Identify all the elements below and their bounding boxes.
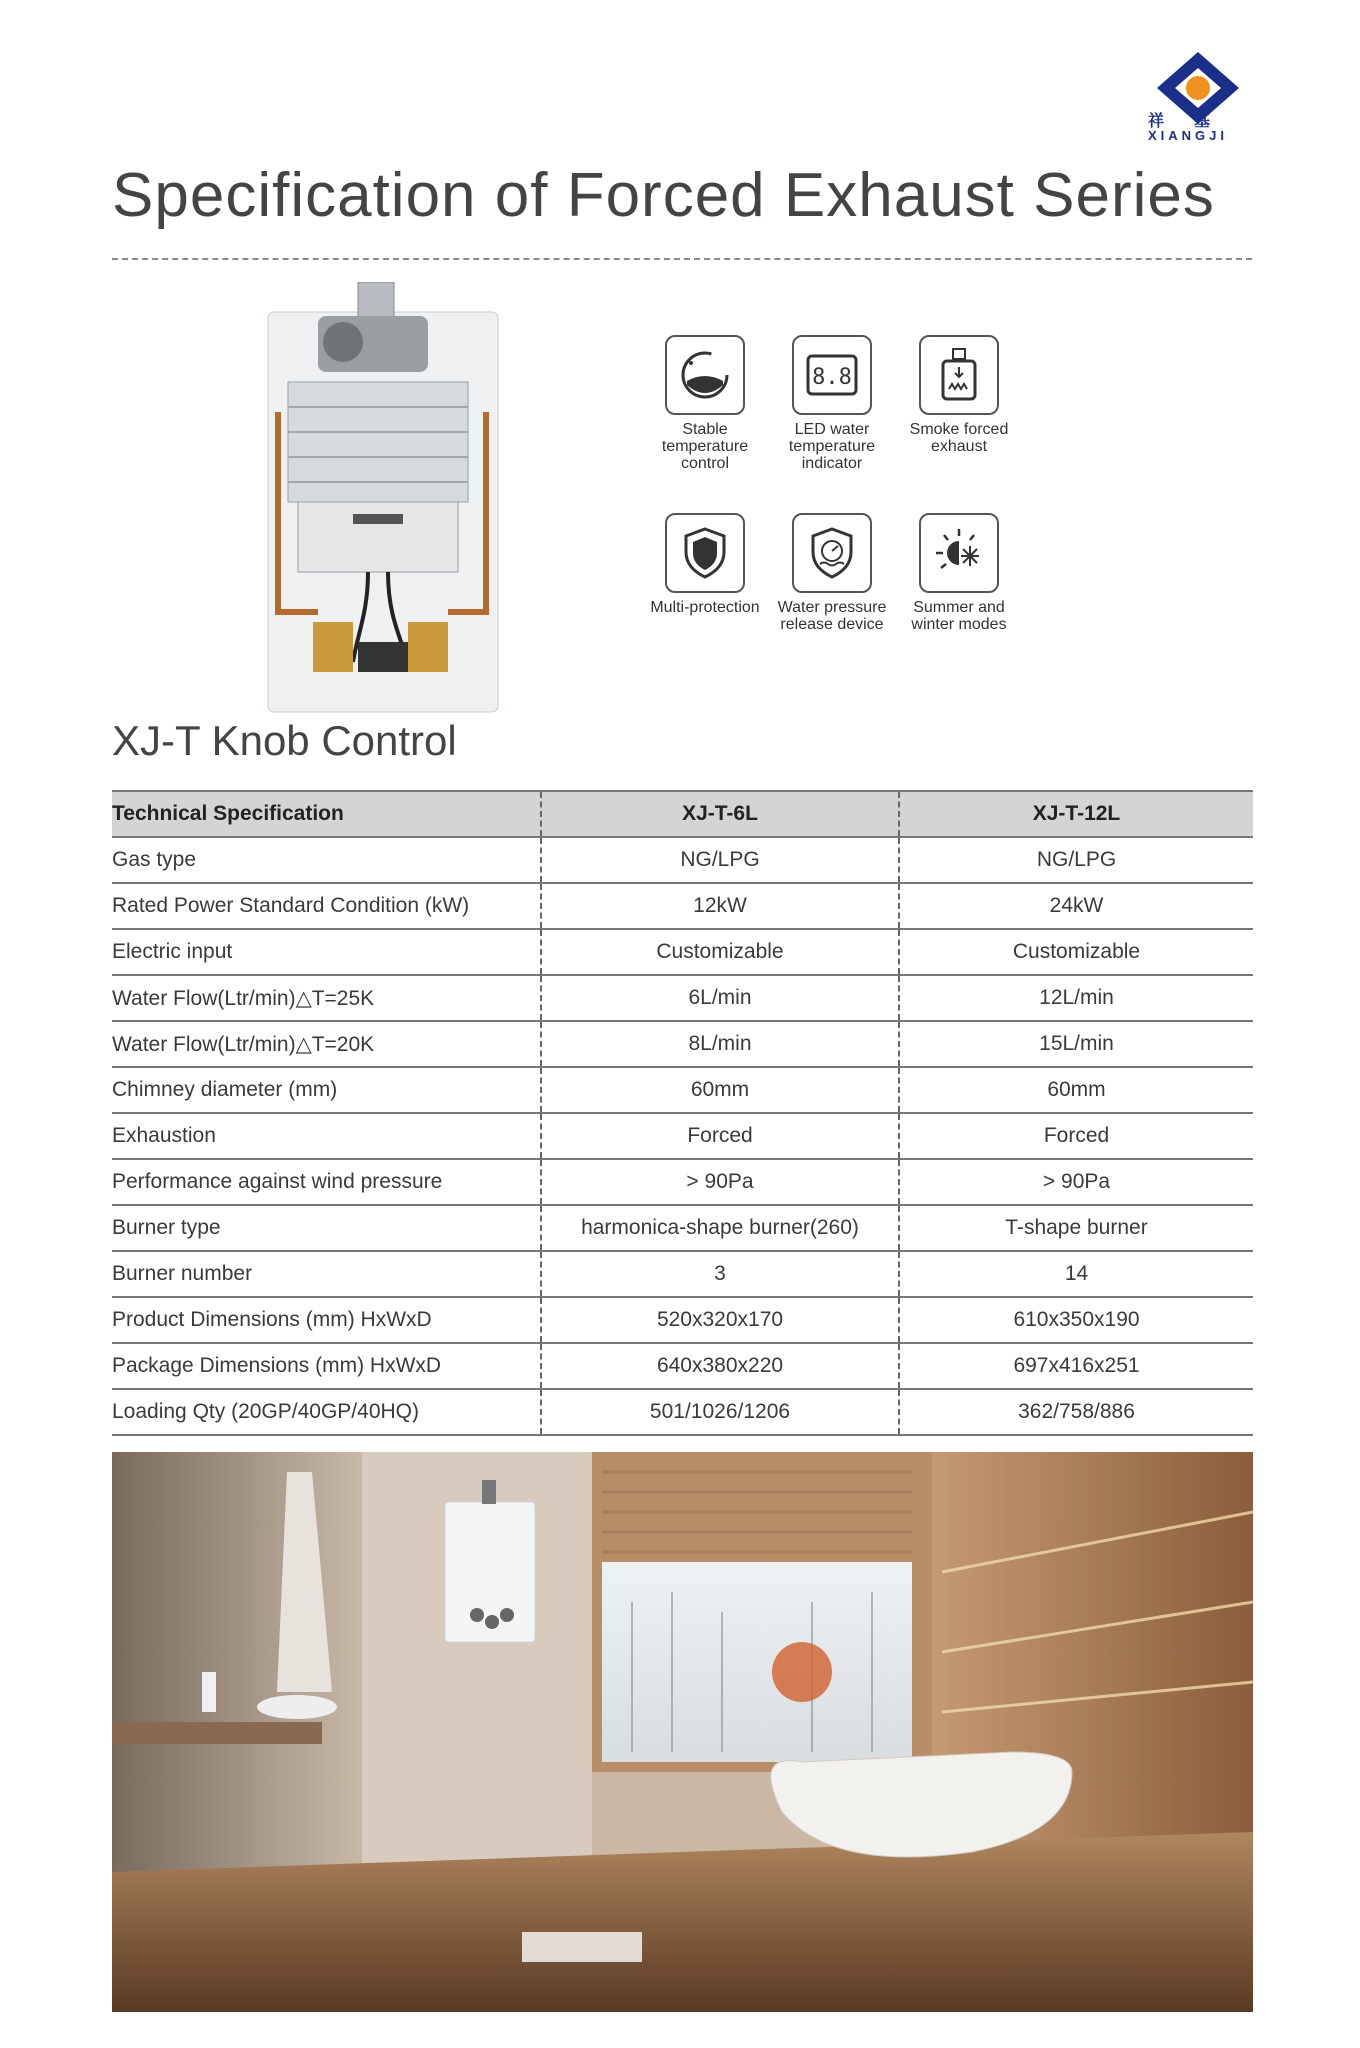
led-display-icon [792,335,872,415]
header-model-6l: XJ-T-6L [541,791,899,837]
table-row [112,1389,1253,1435]
table-row [112,1297,1253,1343]
table-row [112,1113,1253,1159]
spec-label: Water Flow(Ltr/min)△T=25K [112,975,541,1021]
svg-text:8.8: 8.8 [812,365,852,390]
feature-item [894,513,1024,633]
feature-label: Smoke forced exhaust [909,421,1009,455]
header-technical-specification: Technical Specification [112,791,541,837]
table-row [112,975,1253,1021]
feature-label: Water pressure release device [777,599,887,633]
table-row [112,929,1253,975]
header-model-12l: XJ-T-12L [899,791,1253,837]
spec-value-6l: 6L/min [541,975,899,1021]
spec-value-6l: Forced [541,1113,899,1159]
spec-value-6l: 60mm [541,1067,899,1113]
shield-icon [665,513,745,593]
spec-value-12l: Customizable [899,929,1253,975]
feature-item [767,335,897,472]
section-title: XJ-T Knob Control [112,717,457,764]
spec-value-12l: 697x416x251 [899,1343,1253,1389]
table-row [112,1343,1253,1389]
spec-table [112,790,1253,1436]
spec-value-12l: > 90Pa [899,1159,1253,1205]
spec-value-12l: 610x350x190 [899,1297,1253,1343]
table-row [112,1021,1253,1067]
pressure-gauge-icon [792,513,872,593]
spec-value-12l: Forced [899,1113,1253,1159]
table-row [112,1205,1253,1251]
table-row [112,883,1253,929]
spec-value-6l: harmonica-shape burner(260) [541,1205,899,1251]
spec-value-6l: 501/1026/1206 [541,1389,899,1435]
spec-value-6l: 520x320x170 [541,1297,899,1343]
spec-value-12l: 15L/min [899,1021,1253,1067]
table-header-row [112,791,1253,837]
spec-value-6l: 3 [541,1251,899,1297]
table-row [112,1067,1253,1113]
spec-label: Electric input [112,929,541,975]
page-title: Specification of Forced Exhaust Series [112,161,1215,230]
spec-label: Rated Power Standard Condition (kW) [112,883,541,929]
spec-label: Gas type [112,837,541,883]
spec-value-12l: T-shape burner [899,1205,1253,1251]
water-heater-internal-image [258,282,508,722]
spec-value-6l: Customizable [541,929,899,975]
spec-label: Performance against wind pressure [112,1159,541,1205]
smoke-exhaust-icon [919,335,999,415]
temperature-dial-icon [665,335,745,415]
table-row [112,1251,1253,1297]
spec-label: Burner number [112,1251,541,1297]
logo-chinese-text: 祥基 [1148,111,1241,130]
feature-item [640,513,770,616]
spec-value-6l: 12kW [541,883,899,929]
spec-label: Product Dimensions (mm) HxWxD [112,1297,541,1343]
spec-label: Chimney diameter (mm) [112,1067,541,1113]
feature-label: Summer and winter modes [911,599,1007,633]
spec-label: Burner type [112,1205,541,1251]
table-row [112,837,1253,883]
spec-label: Loading Qty (20GP/40GP/40HQ) [112,1389,541,1435]
logo-english-text: XIANGJI [1148,128,1229,143]
spec-value-6l: 640x380x220 [541,1343,899,1389]
feature-label: LED water temperature indicator [788,421,876,472]
feature-item [894,335,1024,455]
spec-value-12l: 362/758/886 [899,1389,1253,1435]
spec-label: Package Dimensions (mm) HxWxD [112,1343,541,1389]
title-divider [112,258,1252,260]
spec-value-12l: 14 [899,1251,1253,1297]
spec-value-6l: 8L/min [541,1021,899,1067]
spec-value-12l: NG/LPG [899,837,1253,883]
feature-item [640,335,770,472]
spec-value-12l: 24kW [899,883,1253,929]
spec-value-6l: > 90Pa [541,1159,899,1205]
spec-value-6l: NG/LPG [541,837,899,883]
spec-value-12l: 60mm [899,1067,1253,1113]
table-row [112,1159,1253,1205]
spec-label: Water Flow(Ltr/min)△T=20K [112,1021,541,1067]
feature-label: Stable temperature control [661,421,749,472]
feature-item [767,513,897,633]
spec-label: Exhaustion [112,1113,541,1159]
bathroom-scene-image [112,1452,1253,2012]
spec-value-12l: 12L/min [899,975,1253,1021]
feature-label: Multi-protection [650,599,760,616]
sun-snowflake-icon [919,513,999,593]
